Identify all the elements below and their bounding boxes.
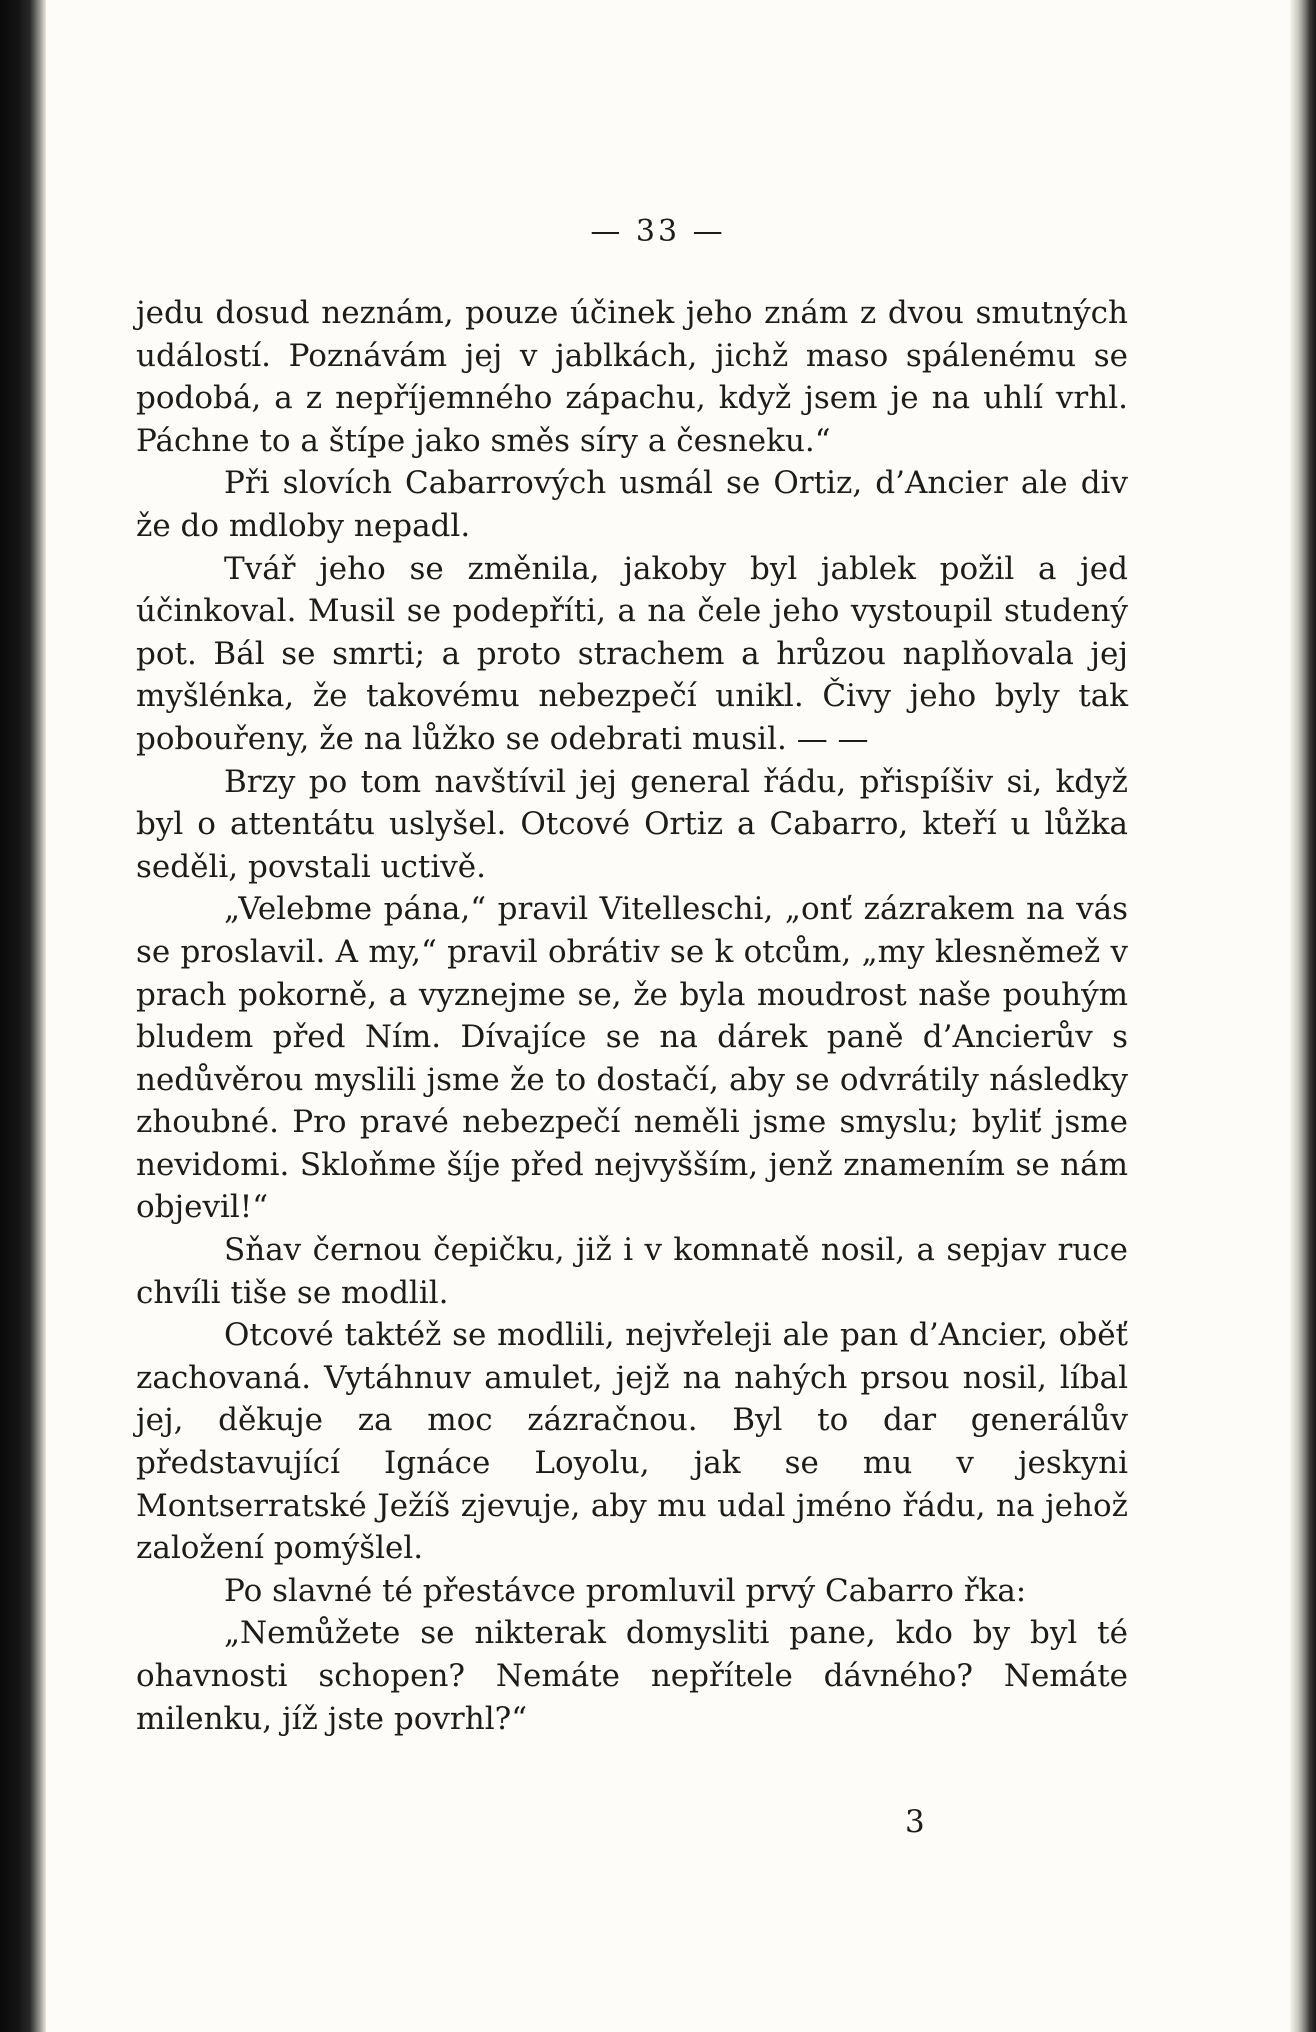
paragraph: Po slavné té přestávce promluvil prvý Cabarro řka: <box>224 1572 1027 1609</box>
body-text <box>136 292 1128 1740</box>
paragraph: Otcové taktéž se modlili, nejvřeleji ale pan d’Ancier, oběť zachovaná. Vytáhnuv amulet, jejž na nahých prsou nosil, líbal jej, děkuje za moc zázračnou. Byl to dar generálův představující Ignáce Loyolu, jak se mu v jeskyni Montserratské Ježíš zjevuje, aby mu udal jméno řádu, na jehož založení pomýšlel. <box>136 1317 1128 1567</box>
paragraph: Sňav černou čepičku, již i v komnatě nosil, a sepjav ruce chvíli tiše se modlil. <box>136 1232 1128 1311</box>
paragraph: jedu dosud neznám, pouze účinek jeho znám z dvou smutných událostí. Poznávám jej v jablkách, jichž maso spálenému se podobá, a z nepříjemného zápachu, když jsem je na uhlí vrhl. Páchne to a štípe jako směs síry a česneku.“ <box>136 295 1128 459</box>
paragraph: „Velebme pána,“ pravil Vitelleschi, „onť zázrakem na vás se proslavil. A my,“ pravil obrátiv se k otcům, „my klesněmež v prach pokorně, a vyznejme se, že byla moudrost naše pouhým bludem před Ním. Dívajíce se na dárek paně d’Ancierův s nedůvěrou myslili jsme že to dostačí, aby se odvrátily následky zhoubné. Pro pravé nebezpečí neměli jsme smyslu; byliť jsme nevidomi. Skloňme šíje před nejvyšším, jenž znamením se nám objevil!“ <box>136 891 1128 1226</box>
paragraph: „Nemůžete se nikterak domysliti pane, kdo by byl té ohavnosti schopen? Nemáte nepřítele dávného? Nemáte milenku, jíž jste povrhl?“ <box>136 1615 1128 1737</box>
page-edge-shadow <box>1290 0 1316 2032</box>
paragraph: Při slovích Cabarrových usmál se Ortiz, d’Ancier ale div že do mdloby nepadl. <box>136 465 1128 544</box>
paragraph: Brzy po tom navštívil jej general řádu, přispíšiv si, když byl o attentátu uslyšel. Otcové Ortiz a Cabarro, kteří u lůžka seděli, povstali uctivě. <box>136 763 1128 885</box>
book-binding-shadow <box>0 0 46 2032</box>
page-number-header: — 33 — <box>590 214 726 249</box>
signature-mark: 3 <box>905 1804 925 1840</box>
paragraph: Tvář jeho se změnila, jakoby byl jablek požil a jed účinkoval. Musil se podepříti, a na čele jeho vystoupil studený pot. Bál se smrti; a proto strachem a hrůzou naplňovala jej myšlénka, že takovému nebezpečí unikl. Čivy jeho byly tak pobouřeny, že na lůžko se odebrati musil. — — <box>136 550 1128 757</box>
